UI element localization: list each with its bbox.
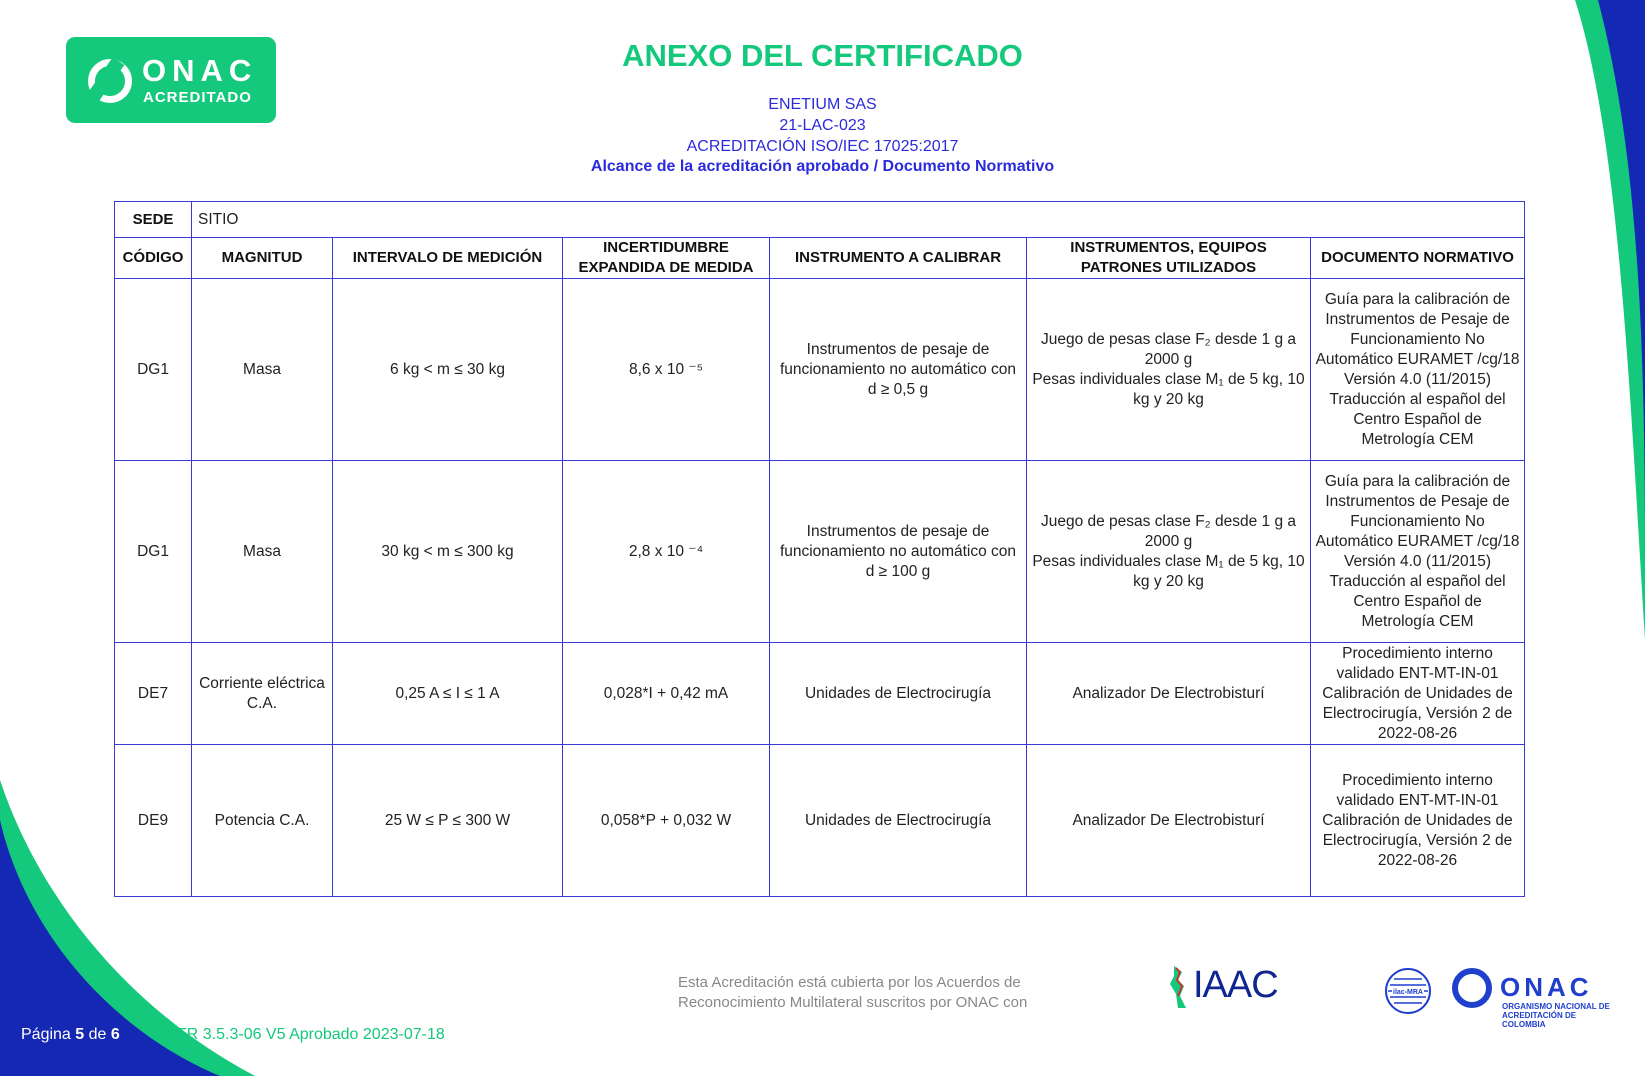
page-title: ANEXO DEL CERTIFICADO xyxy=(622,38,1023,73)
page-of: de xyxy=(88,1026,107,1043)
iaac-logo-text: IAAC xyxy=(1193,964,1278,1006)
cell-magnitude: Corriente eléctrica C.A. xyxy=(192,643,333,745)
sede-label: SEDE xyxy=(115,202,192,238)
logo-name: ONAC xyxy=(142,53,258,88)
cell-document: Procedimiento interno validado ENT-MT-IN-01 Calibración de Unidades de Electrocirugía, Versión 2 de 2022-08-26 xyxy=(1311,643,1525,745)
table-row xyxy=(115,461,1525,643)
col-header-standards: INSTRUMENTOS, EQUIPOS PATRONES UTILIZADOS xyxy=(1027,238,1311,279)
cell-uncertainty: 8,6 x 10 ⁻⁵ xyxy=(563,279,770,461)
cell-code: DG1 xyxy=(115,461,192,643)
cell-instrument: Instrumentos de pesaje de funcionamiento no automático con d ≥ 100 g xyxy=(770,461,1027,643)
company-name: ENETIUM SAS xyxy=(768,96,877,113)
form-code: FR 3.5.3-06 V5 Aprobado 2023-07-18 xyxy=(177,1026,445,1043)
accreditation-table xyxy=(114,201,1525,897)
table-row xyxy=(115,745,1525,897)
cell-document: Procedimiento interno validado ENT-MT-IN-01 Calibración de Unidades de Electrocirugía, Versión 2 de 2022-08-26 xyxy=(1311,745,1525,897)
cell-standards: Analizador De Electrobisturí xyxy=(1027,745,1311,897)
onac-ring-icon xyxy=(1452,968,1492,1008)
cell-document: Guía para la calibración de Instrumentos de Pesaje de Funcionamiento No Automático EURAMET /cg/18 Versión 4.0 (11/2015) Traducción al español del Centro Español de Metrología CEM xyxy=(1311,461,1525,643)
cell-instrument: Unidades de Electrocirugía xyxy=(770,643,1027,745)
sede-value: SITIO xyxy=(192,202,1525,238)
cell-uncertainty: 2,8 x 10 ⁻⁴ xyxy=(563,461,770,643)
cell-standards: Analizador De Electrobisturí xyxy=(1027,643,1311,745)
accreditation-code: 21-LAC-023 xyxy=(779,117,866,134)
cell-code: DE9 xyxy=(115,745,192,897)
cell-interval: 30 kg < m ≤ 300 kg xyxy=(333,461,563,643)
col-header-uncertainty: INCERTIDUMBRE EXPANDIDA DE MEDIDA xyxy=(563,238,770,279)
page-total: 6 xyxy=(110,1026,120,1043)
agreement-line-2: Reconocimiento Multilateral suscritos por ONAC con xyxy=(678,994,1028,1011)
table-row xyxy=(115,643,1525,745)
cell-magnitude: Masa xyxy=(192,461,333,643)
cell-magnitude: Masa xyxy=(192,279,333,461)
cell-document: Guía para la calibración de Instrumentos de Pesaje de Funcionamiento No Automático EURAMET /cg/18 Versión 4.0 (11/2015) Traducción al español del Centro Español de Metrología CEM xyxy=(1311,279,1525,461)
table-row xyxy=(115,279,1525,461)
ilac-mra-logo-icon xyxy=(1384,967,1432,1015)
cell-standards: Juego de pesas clase F₂ desde 1 g a 2000 g Pesas individuales clase M₁ de 5 kg, 10 kg y 20 kg xyxy=(1027,461,1311,643)
cell-interval: 6 kg < m ≤ 30 kg xyxy=(333,279,563,461)
agreement-line-1: Esta Acreditación está cubierta por los Acuerdos de xyxy=(678,974,1021,991)
agreement-text xyxy=(678,973,1027,1013)
col-header-code: CÓDIGO xyxy=(115,238,192,279)
sede-row xyxy=(115,202,1525,238)
cell-instrument: Instrumentos de pesaje de funcionamiento no automático con d ≥ 0,5 g xyxy=(770,279,1027,461)
col-header-document: DOCUMENTO NORMATIVO xyxy=(1311,238,1525,279)
col-header-interval: INTERVALO DE MEDICIÓN xyxy=(333,238,563,279)
cell-code: DG1 xyxy=(115,279,192,461)
cell-interval: 0,25 A ≤ I ≤ 1 A xyxy=(333,643,563,745)
cell-magnitude: Potencia C.A. xyxy=(192,745,333,897)
svg-text:ilac-MRA: ilac-MRA xyxy=(1393,989,1423,996)
cell-code: DE7 xyxy=(115,643,192,745)
cell-uncertainty: 0,058*P + 0,032 W xyxy=(563,745,770,897)
col-header-magnitude: MAGNITUD xyxy=(192,238,333,279)
page-number xyxy=(21,1026,120,1044)
accreditation-standard: ACREDITACIÓN ISO/IEC 17025:2017 xyxy=(686,138,959,155)
onac-footer-subtitle: ORGANISMO NACIONAL DE ACREDITACIÓN DE COLOMBIA xyxy=(1502,1002,1610,1029)
cell-instrument: Unidades de Electrocirugía xyxy=(770,745,1027,897)
col-header-instrument: INSTRUMENTO A CALIBRAR xyxy=(770,238,1027,279)
table-header-row xyxy=(115,238,1525,279)
scope-subtitle: Alcance de la acreditación aprobado / Documento Normativo xyxy=(590,158,1055,175)
logo-sub: ACREDITADO xyxy=(143,89,252,106)
cell-standards: Juego de pesas clase F₂ desde 1 g a 2000 g Pesas individuales clase M₁ de 5 kg, 10 kg y 20 kg xyxy=(1027,279,1311,461)
cell-uncertainty: 0,028*I + 0,42 mA xyxy=(563,643,770,745)
page-prefix: Página xyxy=(21,1026,71,1043)
page-current: 5 xyxy=(75,1026,85,1043)
cell-interval: 25 W ≤ P ≤ 300 W xyxy=(333,745,563,897)
onac-footer-logo: ONAC xyxy=(1500,972,1593,1002)
